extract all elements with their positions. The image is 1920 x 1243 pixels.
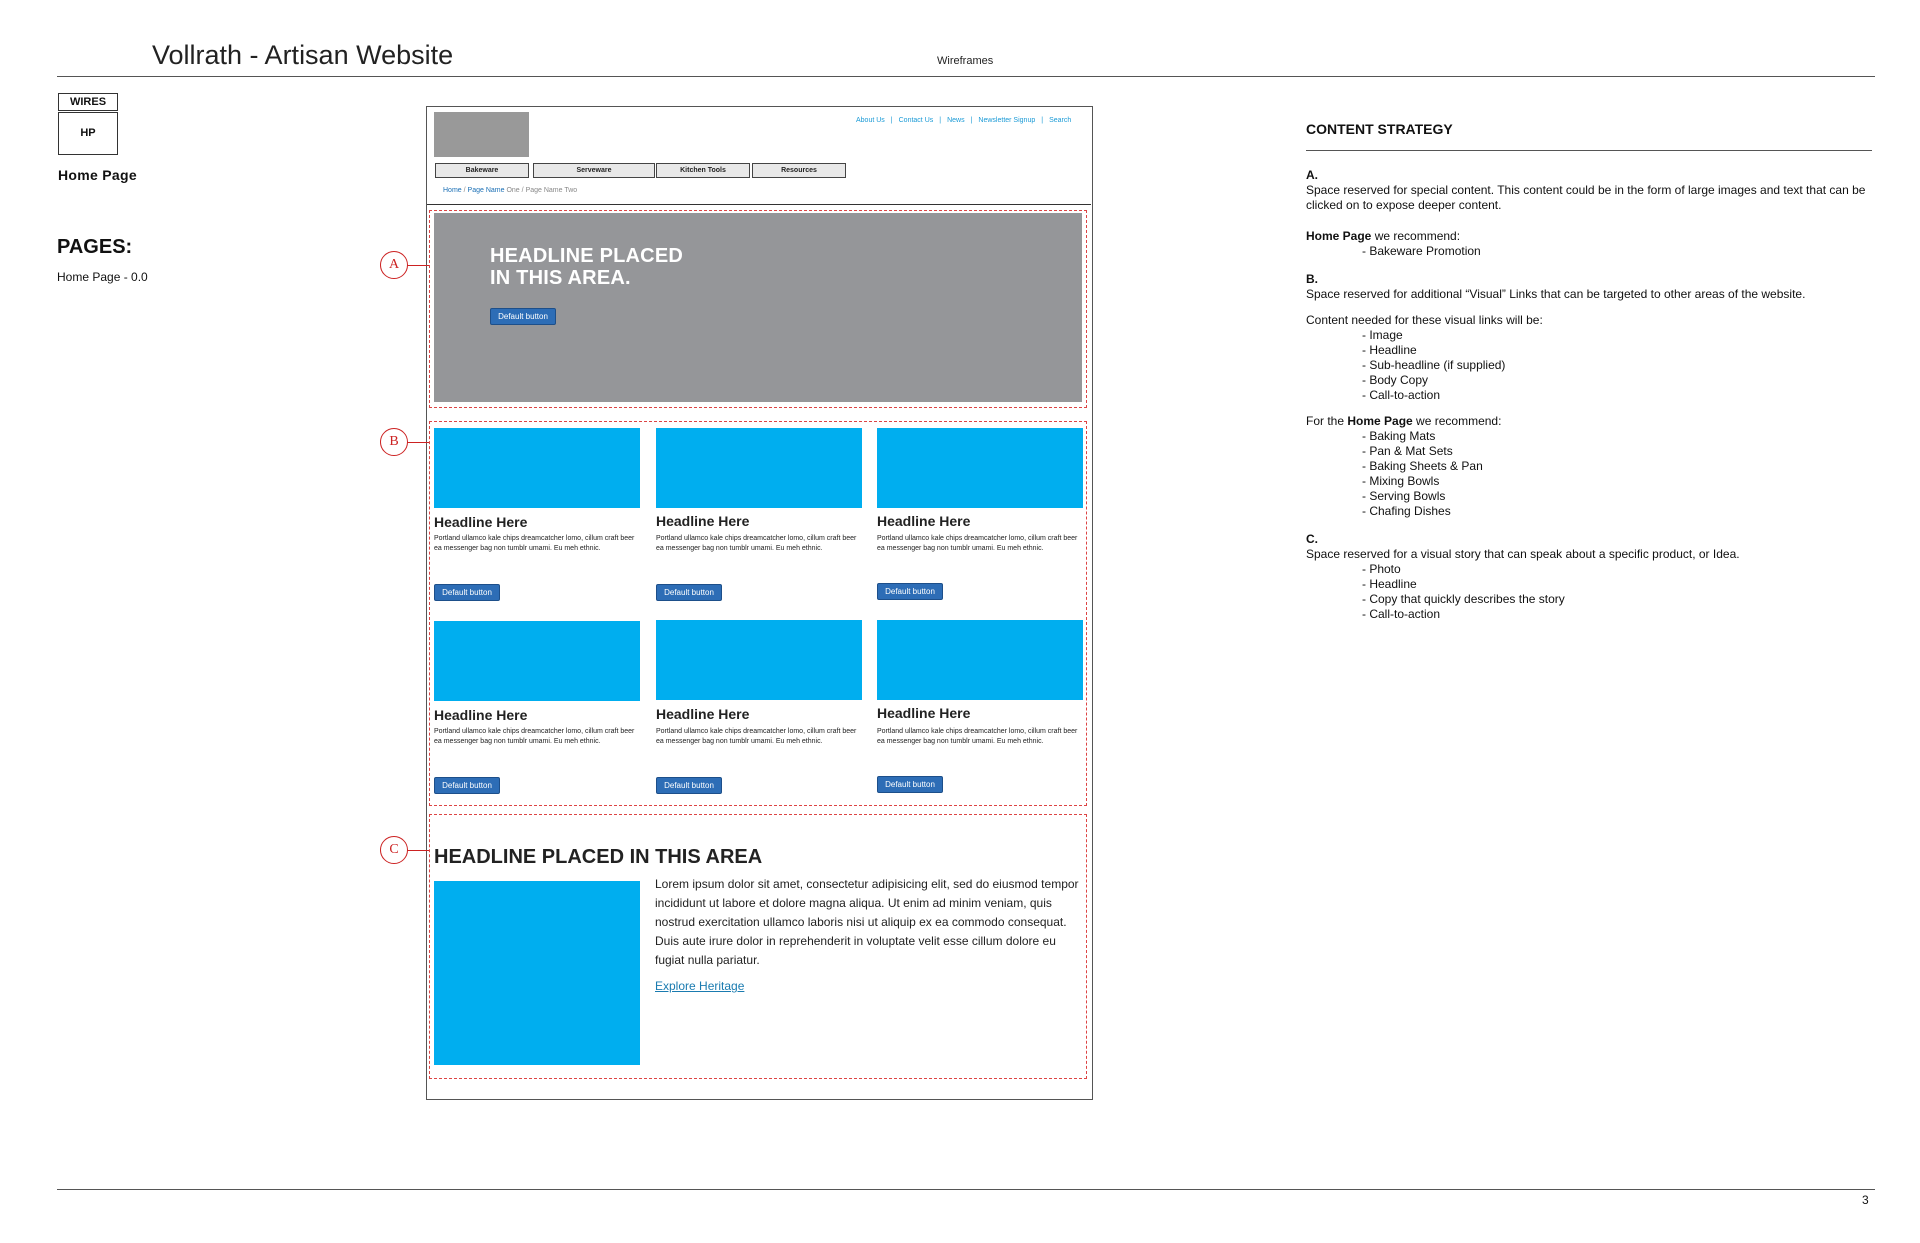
story-image (434, 881, 640, 1065)
breadcrumb-home[interactable]: Home (443, 187, 462, 194)
tile-image (434, 428, 640, 508)
strategy-b-needed-item: - Image (1362, 328, 1403, 342)
tile-body: Portland ullamco kale chips dreamcatcher lomo, cillum craft beer ea messenger bag non tumblr umami. Eu meh ethnic. (656, 535, 857, 552)
strategy-c-item: - Headline (1362, 577, 1417, 591)
strategy-b-needed: Content needed for these visual links will be: (1306, 313, 1543, 327)
tile-image (877, 428, 1083, 508)
hero-headline-line-2: IN THIS AREA. (490, 267, 631, 289)
tile-headline: Headline Here (434, 707, 528, 723)
document-subtitle: Wireframes (937, 55, 994, 67)
tile-body: Portland ullamco kale chips dreamcatcher lomo, cillum craft beer ea messenger bag non tumblr umami. Eu meh ethnic. (656, 728, 857, 745)
tile-default-button[interactable]: Default button (434, 777, 500, 794)
nav-item-kitchen-tools[interactable]: Kitchen Tools (656, 163, 750, 178)
strategy-b-needed-item: - Body Copy (1362, 373, 1429, 387)
strategy-b-recommend-pre: For the (1306, 414, 1348, 428)
link-separator: | (939, 117, 942, 124)
strategy-b-needed-item: - Headline (1362, 343, 1417, 357)
strategy-a-item: - Bakeware Promotion (1362, 244, 1481, 258)
strategy-divider (1306, 150, 1872, 151)
breadcrumb-page-one-rest: One (504, 187, 520, 194)
tile-headline: Headline Here (656, 706, 750, 722)
tile-body: Portland ullamco kale chips dreamcatcher lomo, cillum craft beer ea messenger bag non tumblr umami. Eu meh ethnic. (877, 728, 1078, 745)
top-divider (57, 76, 1875, 77)
tile-image (434, 621, 640, 701)
marker-b-connector (407, 442, 429, 443)
strategy-b-recommend (1306, 414, 1501, 429)
utility-link-newsletter[interactable]: Newsletter Signup (978, 117, 1036, 124)
strategy-heading: CONTENT STRATEGY (1306, 121, 1453, 137)
marker-a-connector (407, 265, 429, 266)
strategy-b-text: Space reserved for additional “Visual” Links that can be targeted to other areas of the website. (1306, 287, 1806, 301)
strategy-b-rec-item: - Serving Bowls (1362, 489, 1446, 503)
tile-headline: Headline Here (877, 513, 971, 529)
page-code-box: HP (58, 112, 118, 155)
tile-body: Portland ullamco kale chips dreamcatcher lomo, cillum craft beer ea messenger bag non tumblr umami. Eu meh ethnic. (434, 535, 635, 552)
page-number: 3 (1862, 1193, 1869, 1207)
strategy-b-rec-item: - Baking Sheets & Pan (1362, 459, 1483, 473)
strategy-c-item: - Copy that quickly describes the story (1362, 592, 1565, 606)
utility-link-news[interactable]: News (947, 117, 965, 124)
bottom-divider (57, 1189, 1875, 1190)
hero-headline-line-1: HEADLINE PLACED (490, 245, 684, 267)
breadcrumb-page-one[interactable]: Page Name (467, 187, 505, 194)
link-separator: | (890, 117, 893, 124)
logo-placeholder (434, 112, 529, 157)
strategy-b-recommend-rest: we recommend: (1412, 414, 1502, 428)
utility-link-contact[interactable]: Contact Us (898, 117, 934, 124)
pages-list-item: Home Page - 0.0 (57, 270, 148, 284)
nav-item-resources[interactable]: Resources (752, 163, 846, 178)
strategy-a-recommend (1306, 229, 1460, 244)
marker-b: B (380, 428, 408, 456)
strategy-b-rec-item: - Mixing Bowls (1362, 474, 1440, 488)
pages-heading: PAGES: (57, 236, 133, 258)
tile-headline: Headline Here (434, 514, 528, 530)
tile-headline: Headline Here (877, 705, 971, 721)
tile-default-button[interactable]: Default button (877, 583, 943, 600)
breadcrumb (443, 187, 577, 194)
hero-default-button[interactable]: Default button (490, 308, 556, 325)
page-title: Home Page (58, 167, 137, 183)
nav-item-serveware[interactable]: Serveware (533, 163, 655, 178)
nav-item-bakeware[interactable]: Bakeware (435, 163, 529, 178)
tile-image (656, 620, 862, 700)
breadcrumb-page-two: Page Name Two (525, 187, 578, 194)
tile-image (656, 428, 862, 508)
strategy-b-needed-item: - Sub-headline (if supplied) (1362, 358, 1506, 372)
tile-image (877, 620, 1083, 700)
wires-label-box: WIRES (58, 93, 118, 111)
wireframe-header-divider (427, 204, 1091, 205)
tile-default-button[interactable]: Default button (877, 776, 943, 793)
strategy-a-label: A. (1306, 168, 1318, 182)
strategy-c-label: C. (1306, 532, 1318, 546)
hero-headline (490, 245, 683, 289)
tile-body: Portland ullamco kale chips dreamcatcher lomo, cillum craft beer ea messenger bag non tumblr umami. Eu meh ethnic. (877, 535, 1078, 552)
story-headline: HEADLINE PLACED IN THIS AREA (434, 846, 763, 868)
strategy-c-text: Space reserved for a visual story that can speak about a specific product, or Idea. (1306, 547, 1740, 561)
link-separator: | (970, 117, 973, 124)
tile-default-button[interactable]: Default button (656, 584, 722, 601)
strategy-b-rec-item: - Chafing Dishes (1362, 504, 1451, 518)
strategy-c-item: - Call-to-action (1362, 607, 1441, 621)
tile-default-button[interactable]: Default button (434, 584, 500, 601)
strategy-a-text: Space reserved for special content. This content could be in the form of large images and text that can be clicked on to expose deeper content. (1306, 183, 1866, 212)
strategy-b-rec-item: - Baking Mats (1362, 429, 1436, 443)
utility-links (856, 117, 1071, 124)
document-title: Vollrath - Artisan Website (152, 40, 454, 70)
marker-a: A (380, 251, 408, 279)
tile-body: Portland ullamco kale chips dreamcatcher lomo, cillum craft beer ea messenger bag non tumblr umami. Eu meh ethnic. (434, 728, 635, 745)
link-separator: | (1041, 117, 1044, 124)
breadcrumb-separator: / (463, 187, 466, 194)
tile-headline: Headline Here (656, 513, 750, 529)
strategy-b-rec-item: - Pan & Mat Sets (1362, 444, 1453, 458)
marker-c-connector (407, 850, 429, 851)
strategy-b-recommend-bold: Home Page (1347, 414, 1413, 428)
strategy-b-label: B. (1306, 272, 1318, 286)
utility-link-about[interactable]: About Us (856, 117, 885, 124)
story-link[interactable]: Explore Heritage (655, 979, 745, 993)
strategy-c-item: - Photo (1362, 562, 1401, 576)
strategy-a-recommend-rest: we recommend: (1371, 229, 1461, 243)
utility-link-search[interactable]: Search (1049, 117, 1072, 124)
story-body: Lorem ipsum dolor sit amet, consectetur adipisicing elit, sed do eiusmod tempor incididunt ut labore et dolore magna aliqua. Ut enim ad minim veniam, quis nostrud exercitation ullamco laboris nisi ut aliquip ex ea commodo consequat. Duis aute irure dolor in reprehenderit in voluptate velit esse cillum dolore eu fugiat nulla pariatur. (655, 877, 1079, 967)
tile-default-button[interactable]: Default button (656, 777, 722, 794)
marker-c: C (380, 836, 408, 864)
strategy-b-needed-item: - Call-to-action (1362, 388, 1441, 402)
strategy-a-recommend-bold: Home Page (1306, 229, 1372, 243)
breadcrumb-separator: / (521, 187, 524, 194)
